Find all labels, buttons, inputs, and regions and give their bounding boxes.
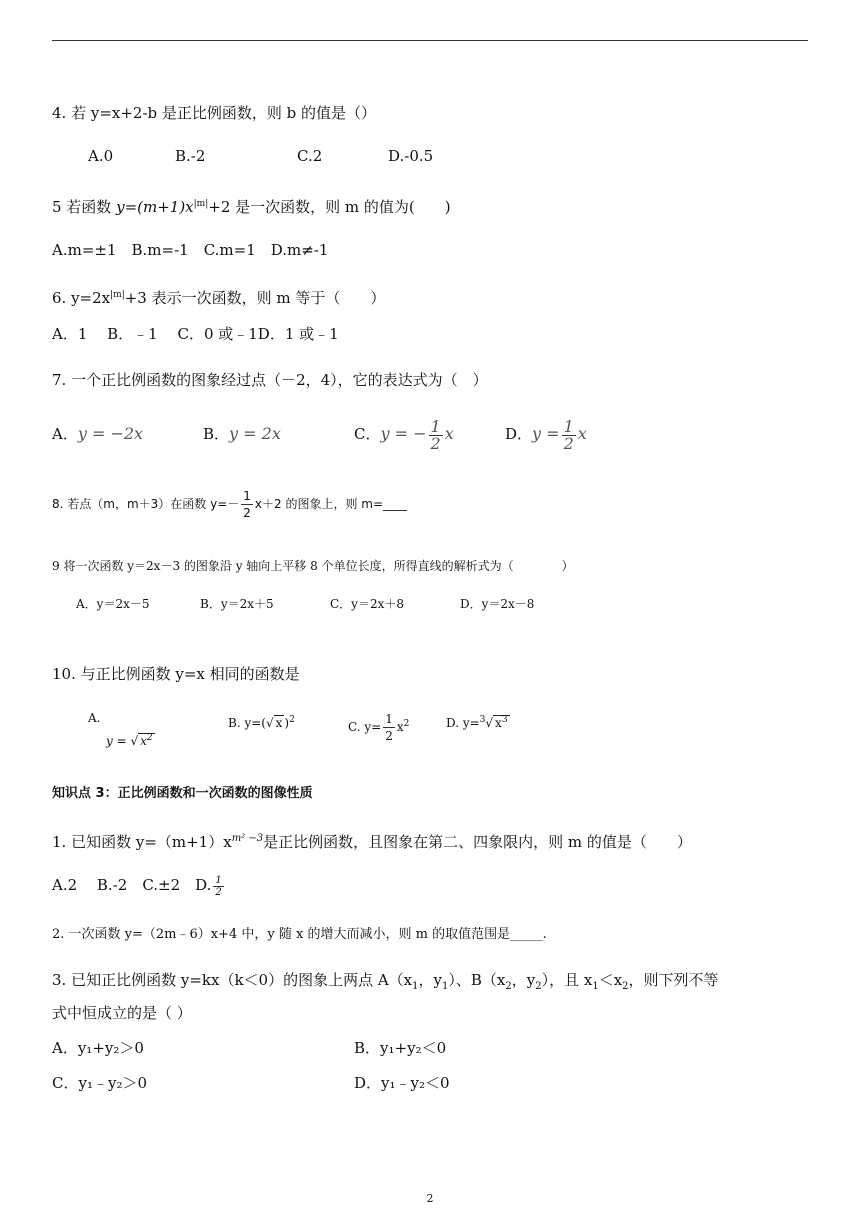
question-7-option-d: D．y = $\frac{1}{2}$ x [505,416,587,453]
section-question-3-line-1: 3. 已知正比例函数 y=kx（k＜0）的图象上两点 $A(x_1$，$y_1$）、$B(x_2$，$y_2$），且 $x_1<x_2$，则下列不等 [52,971,719,992]
section-question-3-option-b: B．y₁+y₂＜0 [354,1039,447,1057]
equation-image: y = −2x [77,424,144,443]
section-question-3-line-2: 式中恒成立的是（ ） [52,1004,192,1022]
section-question-1-stem: 1. 已知函数 $y=(m+1)x^{m^2 -3}$是正比例函数，且图象在第二、四象限内，则 m 的值是（ ） [52,833,692,851]
section-question-1-options: A.2 B.-2 C.±2 D. $\frac{1}{2}$ [52,874,222,898]
section-question-2-stem: 2. 一次函数 y=（2m﹣6）x+4 中，y 随 x 的增大而减小，则 m 的取值范围是_____. [52,927,547,942]
question-9-option-c: C．y＝2x＋8 [330,597,404,611]
question-9-stem: 9 将一次函数 y＝2x－3 的图象沿 y 轴向上平移 8 个单位长度，所得直线的解析式为（ ） [52,559,574,573]
section-question-3-option-d: D．y₁﹣y₂＜0 [354,1074,450,1092]
question-7-stem: 7. 一个正比例函数的图象经过点（－2，4），它的表达式为（ ） [52,371,488,389]
fraction: $\frac{1}{2}$ [563,416,574,453]
question-4-option-d: D.-0.5 [388,147,434,165]
fraction: $\frac{1}{2}$ [243,489,251,520]
fraction: $\frac{1}{2}$ [385,712,393,743]
question-9-option-d: D．y＝2x－8 [460,597,535,611]
question-10-option-b: B. y=(√ x )$^2$ [228,715,295,730]
question-7-option-c: C．y = − $\frac{1}{2}$ x [354,416,454,453]
question-5-stem: 5 若函数 $y=(m+1)x^{|m|}+2$ 是一次函数，则 m 的值为( ) [52,198,451,216]
question-10-option-c: C. y= $\frac{1}{2}$ $x^2$ [348,712,410,743]
section-question-3-option-c: C．y₁﹣y₂＞0 [52,1074,147,1092]
question-4-option-c: C.2 [297,147,323,165]
page-number: 2 [426,1192,434,1205]
question-4-option-a: A.0 [88,147,114,165]
question-6-stem: 6. $y=2x^{|m|}+3$ 表示一次函数，则 m 等于（ ） [52,289,386,307]
question-6-options: A．1 B．﹣1 C．0 或﹣1D．1 或﹣1 [52,325,339,343]
equation-image: y = 2x [229,424,281,443]
question-8-stem: 8. 若点（m，m＋3）在函数 y=－ $\frac{1}{2}$ x＋2 的图象上，则 m=____ [52,489,408,520]
section-question-3-option-a: A．y₁+y₂＞0 [52,1039,144,1057]
question-10-option-a: A. y = √ $x^2$ [88,711,153,748]
question-10-option-d: D. y=$^3$√ $x^3$ [446,715,508,730]
header-rule [52,40,808,41]
fraction: $\frac{1}{2}$ [430,416,441,453]
question-4-stem: 4. 若 y=x+2-b 是正比例函数，则 b 的值是（） [52,104,377,122]
question-4-option-b: B.-2 [175,147,206,165]
question-10-stem: 10. 与正比例函数 y=x 相同的函数是 [52,665,300,683]
section-heading: 知识点 3：正比例函数和一次函数的图像性质 [52,786,313,801]
question-9-option-b: B．y＝2x＋5 [200,597,274,611]
question-7-option-b: B．y = 2x [203,424,281,443]
question-7-option-a: A．y = −2x [52,424,144,443]
question-9-option-a: A．y＝2x－5 [76,597,150,611]
fraction: $\frac{1}{2}$ [215,874,222,898]
question-5-options: A.m=±1 B.m=-1 C.m=1 D.m≠-1 [52,241,329,259]
